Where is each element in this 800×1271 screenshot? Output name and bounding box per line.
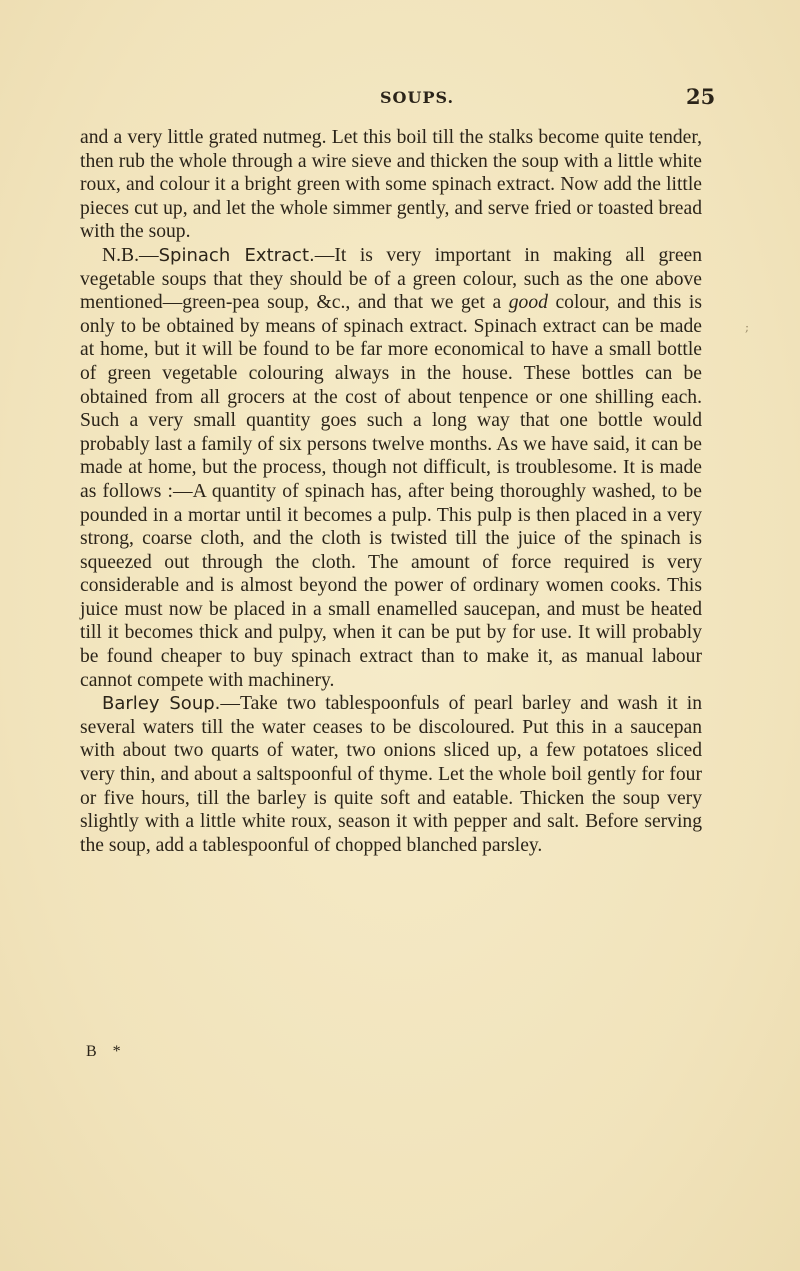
paragraph-continuation: and a very little grated nutmeg. Let this boil till the stalks become quite tender, then rub the whole through a wire sieve and thicken the soup with a little white roux, and colour it a bright green with some spinach extract. Now add the little pieces cut up, and let the whole simmer gently, and serve fried or toasted bread with the soup. <box>80 127 702 243</box>
paragraph-text: —It is very important in making all green vegetable soups that they should be of a green colour, such as the one above mentioned—green-pea soup, &c., and that we get a <box>80 244 703 314</box>
emphasis-text: good <box>508 292 548 314</box>
running-title: SOUPS. <box>380 88 455 107</box>
paragraph-text: —Take two tablespoonfuls of pearl barley and wash it in several waters till the water ceases to be discoloured. Put this in a saucepan with about two quarts of water, two onions sliced up, a few potatoes sliced very thin, and about a saltspoonful of thyme. Let the whole boil gently for four or five hours, till the barley is quite soft and eatable. Thicken the soup very slightly with a little white roux, season it with pepper and salt. Before serving the soup, add a tablespoonful of chopped blanched parsley. <box>80 693 702 856</box>
paragraph-barley-soup <box>80 692 702 857</box>
section-heading-spinach-extract: Spinach Extract. <box>158 244 315 266</box>
signature-mark: B * <box>86 1043 127 1060</box>
body-text <box>80 126 702 857</box>
running-head <box>0 84 800 112</box>
nb-prefix: N.B.— <box>102 244 159 266</box>
paragraph-text: colour, and this is only to be obtained by means of spinach extract. Spinach extract can be made at home, but it will be found to be far more economical to have a small bottle of green vegetable colouring always in the house. These bottles can be obtained from all grocers at the cost of about tenpence or one shilling each. Such a very small quantity goes such a long way that one bottle would probably last a family of six persons twelve months. As we have said, it can be made at home, but the process, though not difficult, is troublesome. It is made as follows :—A quantity of spinach has, after being thoroughly washed, to be pounded in a mortar until it becomes a pulp. This pulp is then placed in a very strong, coarse cloth, and the cloth is twisted till the juice of the spinach is squeezed out through the cloth. The amount of force required is very considerable and is almost beyond the power of ordinary women cooks. This juice must now be placed in a small enamelled saucepan, and must be heated till it becomes thick and pulpy, when it can be put by for use. It will probably be found cheaper to buy spinach extract than to make it, as manual labour cannot compete with machinery. <box>80 292 702 691</box>
page-number: 25 <box>686 84 716 109</box>
section-heading-barley-soup: Barley Soup. <box>102 693 221 715</box>
paragraph-spinach-extract <box>80 244 702 692</box>
margin-speck: ; <box>745 320 750 334</box>
